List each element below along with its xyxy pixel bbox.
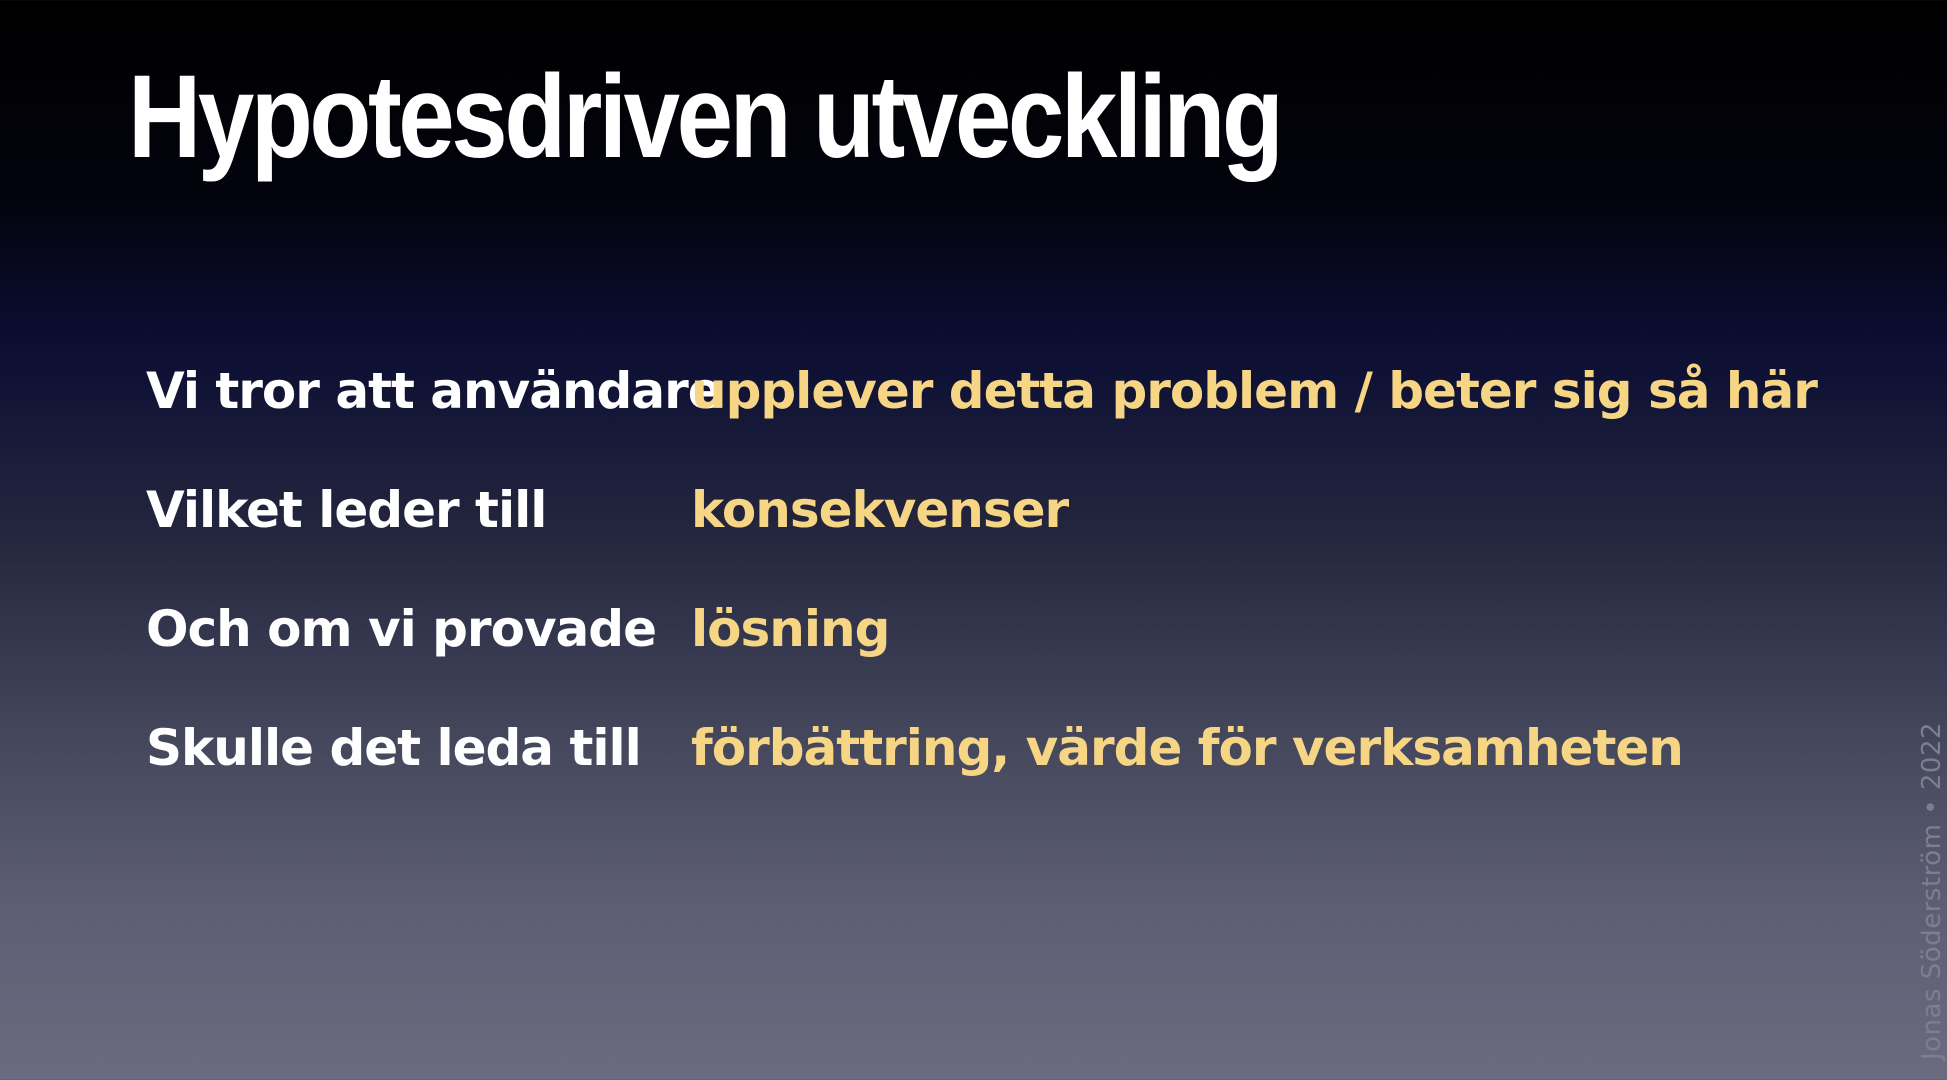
row-label: Vilket leder till (146, 481, 547, 539)
row-value: lösning (691, 600, 890, 658)
row-value: upplever detta problem / beter sig så här (691, 362, 1817, 420)
row-label: Vi tror att användare (146, 362, 721, 420)
row-value: förbättring, värde för verksamheten (691, 719, 1683, 777)
row-label: Skulle det leda till (146, 719, 641, 777)
hypothesis-row-outcome (146, 719, 1817, 838)
row-label: Och om vi provade (146, 600, 656, 658)
hypothesis-template (146, 362, 1817, 838)
hypothesis-row-belief (146, 362, 1817, 481)
row-value: konsekvenser (691, 481, 1069, 539)
author-credit: Jonas Söderström • 2022 (1917, 721, 1947, 1060)
hypothesis-row-solution (146, 600, 1817, 719)
slide-title: Hypotesdriven utveckling (128, 51, 1281, 183)
hypothesis-row-consequence (146, 481, 1817, 600)
